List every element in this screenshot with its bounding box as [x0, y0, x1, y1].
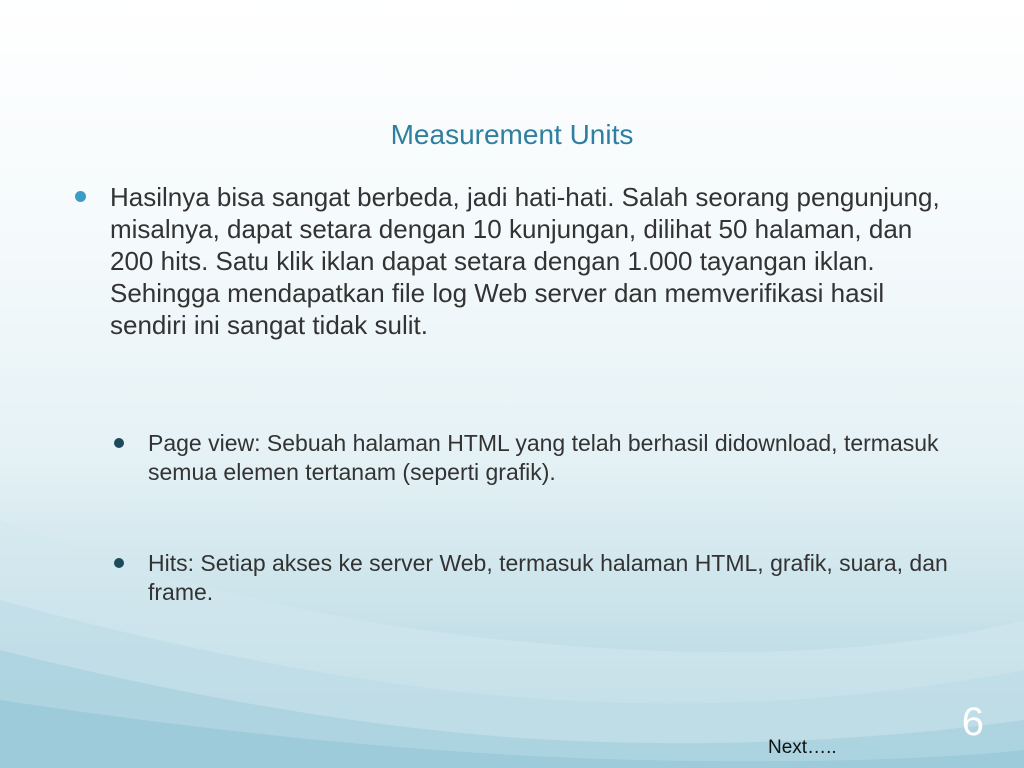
bullet-dot-icon [114, 438, 124, 448]
bullet-dot-icon [75, 191, 86, 202]
slide-title: Measurement Units [390, 119, 634, 150]
bullet-text: Hasilnya bisa sangat berbeda, jadi hati-hati. Salah seorang pengunjung, misalnya, dapat setara dengan 10 kunjungan, dilihat 50 halaman, dan 200 hits. Satu klik iklan dapat setara dengan 1.000 tayangan iklan. Sehingga mendapatkan file log Web server dan memverifikasi hasil sendiri ini sangat tidak sulit. [110, 182, 940, 340]
bullet-item-2 [148, 429, 968, 487]
bullet-text: Hits: Setiap akses ke server Web, termasuk halaman HTML, grafik, suara, dan frame. [148, 550, 948, 605]
bullet-text: Page view: Sebuah halaman HTML yang telah berhasil didownload, termasuk semua elemen tertanam (seperti grafik). [148, 430, 939, 485]
page-number: 6 [961, 700, 984, 744]
bullet-item-1 [110, 181, 960, 341]
next-link[interactable]: Next….. [768, 737, 837, 758]
bullet-dot-icon [114, 558, 124, 568]
bullet-item-3 [148, 549, 968, 607]
